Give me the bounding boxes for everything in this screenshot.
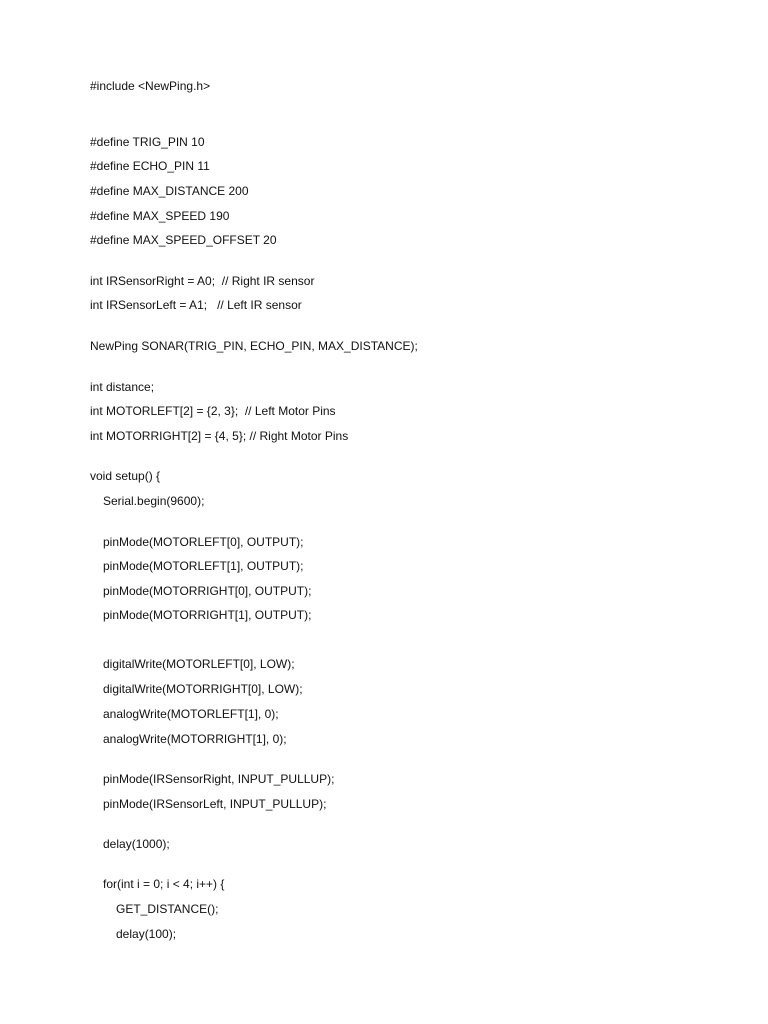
code-line-get-distance: GET_DISTANCE(); bbox=[116, 902, 219, 916]
code-line-delay-1000: delay(1000); bbox=[103, 837, 170, 851]
code-line-define-echo: #define ECHO_PIN 11 bbox=[90, 159, 210, 173]
code-line-pinmode-left-0: pinMode(MOTORLEFT[0], OUTPUT); bbox=[103, 535, 304, 549]
code-line-serial-begin: Serial.begin(9600); bbox=[103, 494, 205, 508]
code-line-define-max-speed-offset: #define MAX_SPEED_OFFSET 20 bbox=[90, 233, 277, 247]
code-line-define-max-speed: #define MAX_SPEED 190 bbox=[90, 209, 230, 223]
code-line-pinmode-left-1: pinMode(MOTORLEFT[1], OUTPUT); bbox=[103, 559, 304, 573]
code-line-newping: NewPing SONAR(TRIG_PIN, ECHO_PIN, MAX_DISTANCE); bbox=[90, 339, 418, 353]
code-line-delay-100: delay(100); bbox=[116, 927, 177, 941]
code-line-digitalwrite-right: digitalWrite(MOTORRIGHT[0], LOW); bbox=[103, 682, 303, 696]
code-line-define-max-distance: #define MAX_DISTANCE 200 bbox=[90, 184, 249, 198]
code-line-ir-left: int IRSensorLeft = A1; // Left IR sensor bbox=[90, 298, 302, 312]
code-line-analogwrite-right: analogWrite(MOTORRIGHT[1], 0); bbox=[103, 732, 287, 746]
code-line-pinmode-right-1: pinMode(MOTORRIGHT[1], OUTPUT); bbox=[103, 608, 312, 622]
code-line-for-loop: for(int i = 0; i < 4; i++) { bbox=[103, 877, 225, 891]
code-line-define-trig: #define TRIG_PIN 10 bbox=[90, 135, 205, 149]
code-line-motor-right: int MOTORRIGHT[2] = {4, 5}; // Right Motor Pins bbox=[90, 429, 349, 443]
code-line-pinmode-right-0: pinMode(MOTORRIGHT[0], OUTPUT); bbox=[103, 584, 312, 598]
code-line-include: #include <NewPing.h> bbox=[90, 79, 211, 93]
code-line-motor-left: int MOTORLEFT[2] = {2, 3}; // Left Motor Pins bbox=[90, 404, 336, 418]
code-line-int-distance: int distance; bbox=[90, 380, 155, 394]
code-line-digitalwrite-left: digitalWrite(MOTORLEFT[0], LOW); bbox=[103, 657, 295, 671]
code-line-ir-right: int IRSensorRight = A0; // Right IR sensor bbox=[90, 274, 315, 288]
code-line-analogwrite-left: analogWrite(MOTORLEFT[1], 0); bbox=[103, 707, 279, 721]
code-line-pinmode-ir-right: pinMode(IRSensorRight, INPUT_PULLUP); bbox=[103, 772, 335, 786]
code-line-pinmode-ir-left: pinMode(IRSensorLeft, INPUT_PULLUP); bbox=[103, 797, 327, 811]
code-line-setup: void setup() { bbox=[90, 469, 161, 483]
